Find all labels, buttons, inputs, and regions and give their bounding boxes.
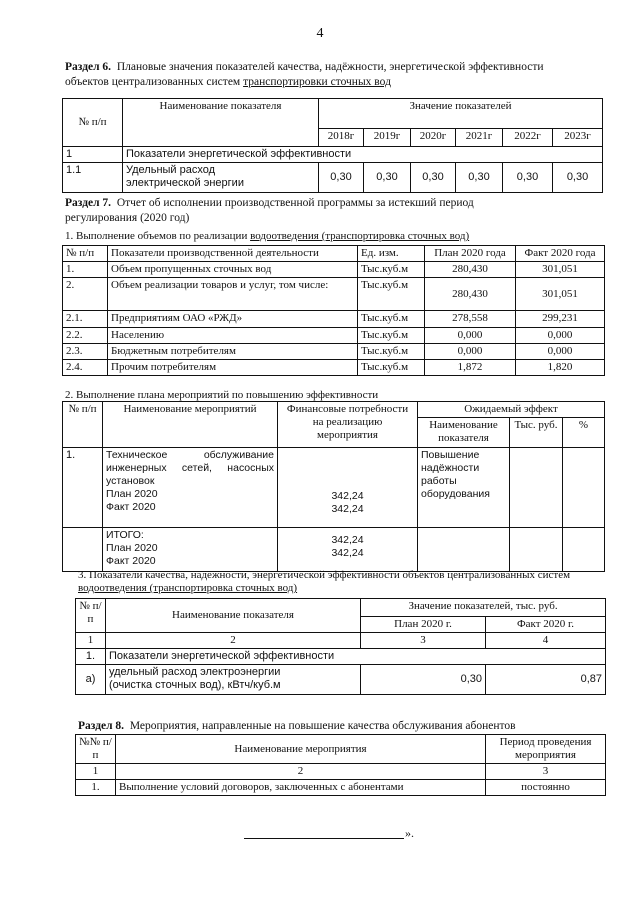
section6-text-line2-underlined: транспортировки сточных вод: [243, 76, 391, 88]
indicators-colnum-1: 1: [76, 633, 106, 649]
measures-total-label: ИТОГО:: [106, 529, 144, 541]
production-row-plan: 280,430: [425, 262, 516, 278]
production-row-unit: Тыс.куб.м: [358, 328, 425, 344]
indicators-header-fact: Факт 2020 г.: [486, 617, 606, 633]
section7-text-line2: регулирования (2020 год): [65, 212, 190, 224]
section6-row1-name: Показатели энергетической эффективности: [123, 147, 603, 163]
production-row-plan: 0,000: [425, 328, 516, 344]
measures-header-num: № п/п: [63, 402, 103, 448]
indicators-header-num: № п/п: [76, 599, 106, 633]
service-row1-num: 1.: [76, 780, 116, 796]
indicators-header-plan: План 2020 г.: [361, 617, 486, 633]
measures-row1-plan-value: 342,24: [331, 490, 364, 502]
production-row-plan: 280,430: [425, 278, 516, 311]
signature-line: [244, 838, 404, 839]
section6-row2-value-2018: 0,30: [319, 163, 364, 193]
table-row: [63, 311, 605, 328]
measures-total-indicator: [418, 528, 510, 572]
section6-row2-num: 1.1: [63, 163, 123, 193]
production-row-name: Объем реализации товаров и услуг, том числе:: [108, 278, 358, 311]
measures-total-pct: [563, 528, 605, 572]
service-table: [75, 734, 606, 796]
production-row-name: Предприятиям ОАО «РЖД»: [108, 311, 358, 328]
production-row-num: 2.3.: [63, 344, 108, 360]
section6-year-2022: 2022г: [503, 129, 553, 147]
section6-heading: [65, 60, 605, 90]
measures-header-indicator: Наименование показателя: [418, 418, 510, 448]
measures-total-name: [103, 528, 278, 572]
section6-header-value: Значение показателей: [319, 99, 603, 129]
section6-year-2019: 2019г: [364, 129, 411, 147]
table-row: [63, 344, 605, 360]
indicators-header-name: Наименование показателя: [106, 599, 361, 633]
section6-row2-name: [123, 163, 319, 193]
indicators-row2-fact: 0,87: [486, 665, 606, 695]
measures-total-fact-label: Факт 2020: [106, 555, 156, 567]
section6-header-num: № п/п: [63, 99, 123, 147]
production-row-num: 2.1.: [63, 311, 108, 328]
service-header-period: Период проведения мероприятия: [486, 735, 606, 764]
indicators-row2-plan: 0,30: [361, 665, 486, 695]
service-colnum-3: 3: [486, 764, 606, 780]
production-row-num: 1.: [63, 262, 108, 278]
service-row1-period: постоянно: [486, 780, 606, 796]
measures-row1-name: [103, 448, 278, 528]
measures-row1-fact-value: 342,24: [331, 503, 364, 515]
section6-row2-value-2020: 0,30: [411, 163, 456, 193]
closing-quote: ».: [405, 826, 414, 840]
production-row-num: 2.4.: [63, 360, 108, 376]
section8-heading: [78, 719, 608, 734]
production-header-name: Показатели производственной деятельности: [108, 246, 358, 262]
section6-text-line2: объектов централизованных систем: [65, 76, 244, 88]
measures-total-plan-value: 342,24: [331, 534, 364, 546]
section6-row2-value-2022: 0,30: [503, 163, 553, 193]
measures-header-rub: Тыс. руб.: [510, 418, 563, 448]
production-row-unit: Тыс.куб.м: [358, 344, 425, 360]
section7-sub2: 2. Выполнение плана мероприятий по повышению эффективности: [65, 389, 379, 401]
section6-year-2023: 2023г: [553, 129, 603, 147]
production-row-name: Объем пропущенных сточных вод: [108, 262, 358, 278]
section6-row2-value-2023: 0,30: [553, 163, 603, 193]
indicators-colnum-4: 4: [486, 633, 606, 649]
section7-text-line1: Отчет об исполнении производственной программы за истекший период: [116, 197, 474, 209]
section6-header-name: Наименование показателя: [123, 99, 319, 147]
indicators-colnum-2: 2: [106, 633, 361, 649]
measures-table: [62, 401, 605, 572]
table-row: [63, 278, 605, 311]
production-row-fact: 0,000: [516, 344, 605, 360]
measures-header-pct: %: [563, 418, 605, 448]
section6-table: [62, 98, 603, 193]
measures-row1-pct: [563, 448, 605, 528]
page-number: 4: [316, 26, 324, 41]
measures-row1-fin: [278, 448, 418, 528]
section7-sub1-underlined: водоотведения (транспортировка сточных вод): [250, 230, 470, 242]
section7-sub3-line1: 3. Показатели качества, надёжности, энергетической эффективности объектов централизованных систем: [78, 569, 571, 581]
production-row-num: 2.: [63, 278, 108, 311]
section7-label: Раздел 7.: [65, 197, 112, 209]
section7-sub3-line2: водоотведения (транспортировка сточных вод): [78, 582, 298, 594]
table-row: [63, 360, 605, 376]
section6-text-line1: Плановые значения показателей качества, надёжности, энергетической эффективности: [116, 61, 544, 73]
table-row: [63, 448, 605, 528]
production-row-fact: 0,000: [516, 328, 605, 344]
service-row1-name: Выполнение условий договоров, заключенных с абонентами: [116, 780, 486, 796]
production-table: [62, 245, 605, 376]
section7-sub1-text: 1. Выполнение объемов по реализации: [65, 230, 251, 242]
production-row-name: Прочим потребителям: [108, 360, 358, 376]
table-row: [63, 328, 605, 344]
section6-row2-name-line1: Удельный расход: [126, 164, 216, 176]
indicators-colnum-3: 3: [361, 633, 486, 649]
measures-header-effect: Ожидаемый эффект: [418, 402, 605, 418]
section7-sub1: [65, 229, 605, 244]
indicators-header-value: Значение показателей, тыс. руб.: [361, 599, 606, 617]
table-row: [63, 262, 605, 278]
measures-total-fin: [278, 528, 418, 572]
measures-header-fin: Финансовые потребности на реализацию мероприятия: [278, 402, 418, 448]
service-colnum-1: 1: [76, 764, 116, 780]
indicators-row2-num: а): [76, 665, 106, 695]
production-row-num: 2.2.: [63, 328, 108, 344]
service-header-name: Наименование мероприятия: [116, 735, 486, 764]
production-row-plan: 278,558: [425, 311, 516, 328]
production-header-fact: Факт 2020 года: [516, 246, 605, 262]
measures-row1-plan-label: План 2020: [106, 488, 158, 500]
section6-row2-value-2021: 0,30: [456, 163, 503, 193]
production-row-plan: 1,872: [425, 360, 516, 376]
production-header-num: № п/п: [63, 246, 108, 262]
service-colnum-2: 2: [116, 764, 486, 780]
section6-row2-value-2019: 0,30: [364, 163, 411, 193]
section6-year-2020: 2020г: [411, 129, 456, 147]
section8-text: Мероприятия, направленные на повышение качества обслуживания абонентов: [129, 720, 516, 732]
measures-total-num: [63, 528, 103, 572]
measures-header-name: Наименование мероприятий: [103, 402, 278, 448]
measures-total-plan-label: План 2020: [106, 542, 158, 554]
indicators-row2-name-line2: (очистка сточных вод), кВтч/куб.м: [109, 679, 281, 691]
production-row-fact: 301,051: [516, 262, 605, 278]
measures-row1-indicator: Повышение надёжности работы оборудования: [418, 448, 510, 528]
production-row-unit: Тыс.куб.м: [358, 311, 425, 328]
section6-row1-num: 1: [63, 147, 123, 163]
section7-sub3: [78, 569, 608, 595]
production-row-name: Населению: [108, 328, 358, 344]
indicators-table: [75, 598, 606, 695]
production-row-unit: Тыс.куб.м: [358, 262, 425, 278]
measures-row1-num: 1.: [63, 448, 103, 528]
service-header-num: №№ п/п: [76, 735, 116, 764]
production-header-plan: План 2020 года: [425, 246, 516, 262]
production-row-unit: Тыс.куб.м: [358, 360, 425, 376]
measures-row1-name-text: Техническое обслуживание инженерных сетей, насосных установок: [106, 449, 274, 487]
production-row-plan: 0,000: [425, 344, 516, 360]
production-row-fact: 1,820: [516, 360, 605, 376]
section6-year-2021: 2021г: [456, 129, 503, 147]
section8-label: Раздел 8.: [78, 720, 125, 732]
measures-row1-rub: [510, 448, 563, 528]
indicators-row1-num: 1.: [76, 649, 106, 665]
measures-total-rub: [510, 528, 563, 572]
measures-total-fact-value: 342,24: [331, 547, 364, 559]
measures-row1-fact-label: Факт 2020: [106, 501, 156, 513]
production-row-unit: Тыс.куб.м: [358, 278, 425, 311]
section6-row2-name-line2: электрической энергии: [126, 177, 244, 189]
production-row-fact: 299,231: [516, 311, 605, 328]
indicators-row1-name: Показатели энергетической эффективности: [106, 649, 606, 665]
production-row-fact: 301,051: [516, 278, 605, 311]
production-row-name: Бюджетным потребителям: [108, 344, 358, 360]
table-row: [63, 528, 605, 572]
section7-heading: [65, 196, 605, 226]
production-header-unit: Ед. изм.: [358, 246, 425, 262]
indicators-row2-name: [106, 665, 361, 695]
section6-year-2018: 2018г: [319, 129, 364, 147]
indicators-row2-name-line1: удельный расход электроэнергии: [109, 666, 281, 678]
section6-label: Раздел 6.: [65, 61, 112, 73]
